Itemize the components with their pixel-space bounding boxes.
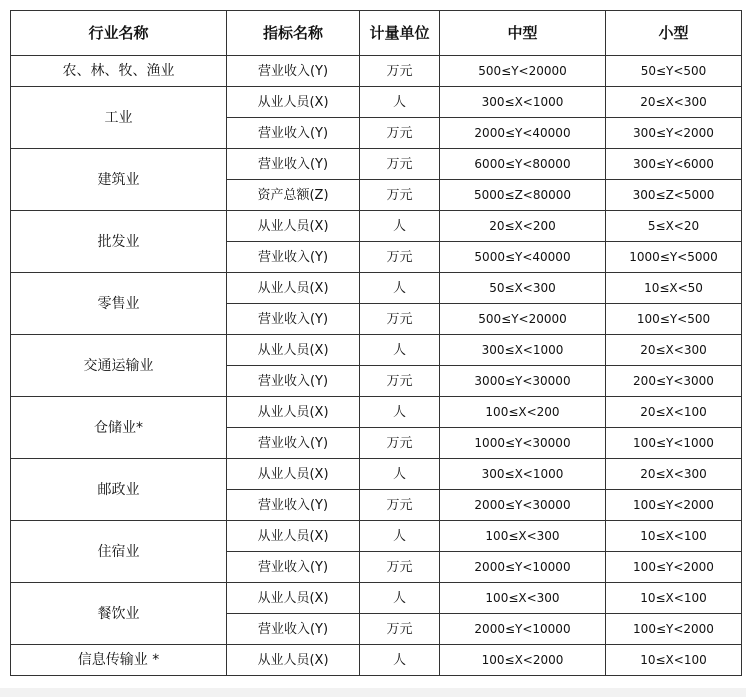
metric-name-cell: 营业收入(Y) [227, 242, 360, 273]
small-threshold-cell: 20≤X<300 [606, 335, 742, 366]
industry-name-cell: 住宿业 [11, 521, 227, 583]
medium-threshold-cell: 20≤X<200 [440, 211, 606, 242]
small-threshold-cell: 200≤Y<3000 [606, 366, 742, 397]
medium-threshold-cell: 5000≤Z<80000 [440, 180, 606, 211]
small-threshold-cell: 100≤Y<500 [606, 304, 742, 335]
table-body [11, 56, 742, 676]
table-row [11, 273, 742, 304]
medium-threshold-cell: 5000≤Y<40000 [440, 242, 606, 273]
metric-name-cell: 从业人员(X) [227, 87, 360, 118]
unit-cell: 万元 [360, 490, 440, 521]
unit-cell: 万元 [360, 180, 440, 211]
small-threshold-cell: 100≤Y<2000 [606, 490, 742, 521]
unit-cell: 万元 [360, 428, 440, 459]
unit-cell: 人 [360, 335, 440, 366]
metric-name-cell: 从业人员(X) [227, 335, 360, 366]
header-metric: 指标名称 [227, 11, 360, 56]
small-threshold-cell: 10≤X<100 [606, 521, 742, 552]
medium-threshold-cell: 500≤Y<20000 [440, 56, 606, 87]
metric-name-cell: 营业收入(Y) [227, 149, 360, 180]
industry-name-cell: 批发业 [11, 211, 227, 273]
medium-threshold-cell: 100≤X<300 [440, 583, 606, 614]
industry-name-cell: 信息传输业 * [11, 645, 227, 676]
medium-threshold-cell: 2000≤Y<40000 [440, 118, 606, 149]
small-threshold-cell: 10≤X<50 [606, 273, 742, 304]
small-threshold-cell: 20≤X<100 [606, 397, 742, 428]
unit-cell: 人 [360, 273, 440, 304]
industry-name-cell: 工业 [11, 87, 227, 149]
medium-threshold-cell: 2000≤Y<10000 [440, 614, 606, 645]
small-threshold-cell: 100≤Y<1000 [606, 428, 742, 459]
metric-name-cell: 从业人员(X) [227, 273, 360, 304]
medium-threshold-cell: 50≤X<300 [440, 273, 606, 304]
metric-name-cell: 从业人员(X) [227, 459, 360, 490]
header-small: 小型 [606, 11, 742, 56]
metric-name-cell: 营业收入(Y) [227, 304, 360, 335]
medium-threshold-cell: 3000≤Y<30000 [440, 366, 606, 397]
small-threshold-cell: 300≤Y<2000 [606, 118, 742, 149]
table-row [11, 583, 742, 614]
metric-name-cell: 营业收入(Y) [227, 490, 360, 521]
small-threshold-cell: 100≤Y<2000 [606, 552, 742, 583]
unit-cell: 人 [360, 397, 440, 428]
industry-name-cell: 邮政业 [11, 459, 227, 521]
unit-cell: 万元 [360, 366, 440, 397]
industry-name-cell: 农、林、牧、渔业 [11, 56, 227, 87]
medium-threshold-cell: 300≤X<1000 [440, 459, 606, 490]
small-threshold-cell: 5≤X<20 [606, 211, 742, 242]
industry-name-cell: 交通运输业 [11, 335, 227, 397]
table-row [11, 87, 742, 118]
unit-cell: 人 [360, 645, 440, 676]
medium-threshold-cell: 500≤Y<20000 [440, 304, 606, 335]
small-threshold-cell: 100≤Y<2000 [606, 614, 742, 645]
unit-cell: 人 [360, 87, 440, 118]
small-threshold-cell: 10≤X<100 [606, 645, 742, 676]
medium-threshold-cell: 6000≤Y<80000 [440, 149, 606, 180]
table-row [11, 645, 742, 676]
bottom-background-strip [0, 688, 746, 697]
medium-threshold-cell: 300≤X<1000 [440, 87, 606, 118]
medium-threshold-cell: 100≤X<200 [440, 397, 606, 428]
metric-name-cell: 从业人员(X) [227, 521, 360, 552]
unit-cell: 人 [360, 583, 440, 614]
medium-threshold-cell: 1000≤Y<30000 [440, 428, 606, 459]
unit-cell: 万元 [360, 242, 440, 273]
unit-cell: 万元 [360, 118, 440, 149]
table-row [11, 149, 742, 180]
metric-name-cell: 从业人员(X) [227, 645, 360, 676]
small-threshold-cell: 20≤X<300 [606, 459, 742, 490]
enterprise-size-table [10, 10, 742, 676]
unit-cell: 万元 [360, 304, 440, 335]
metric-name-cell: 营业收入(Y) [227, 56, 360, 87]
small-threshold-cell: 300≤Z<5000 [606, 180, 742, 211]
table-row [11, 459, 742, 490]
metric-name-cell: 从业人员(X) [227, 211, 360, 242]
table-row [11, 521, 742, 552]
medium-threshold-cell: 2000≤Y<10000 [440, 552, 606, 583]
metric-name-cell: 营业收入(Y) [227, 552, 360, 583]
table-row [11, 397, 742, 428]
medium-threshold-cell: 100≤X<2000 [440, 645, 606, 676]
metric-name-cell: 营业收入(Y) [227, 428, 360, 459]
small-threshold-cell: 20≤X<300 [606, 87, 742, 118]
table-row [11, 56, 742, 87]
small-threshold-cell: 10≤X<100 [606, 583, 742, 614]
unit-cell: 万元 [360, 149, 440, 180]
table-row [11, 211, 742, 242]
small-threshold-cell: 1000≤Y<5000 [606, 242, 742, 273]
header-row [11, 11, 742, 56]
small-threshold-cell: 50≤Y<500 [606, 56, 742, 87]
header-unit: 计量单位 [360, 11, 440, 56]
header-industry: 行业名称 [11, 11, 227, 56]
industry-name-cell: 仓储业* [11, 397, 227, 459]
unit-cell: 万元 [360, 56, 440, 87]
metric-name-cell: 营业收入(Y) [227, 614, 360, 645]
small-threshold-cell: 300≤Y<6000 [606, 149, 742, 180]
unit-cell: 人 [360, 211, 440, 242]
classification-table-container [10, 10, 742, 676]
metric-name-cell: 营业收入(Y) [227, 118, 360, 149]
medium-threshold-cell: 100≤X<300 [440, 521, 606, 552]
unit-cell: 万元 [360, 552, 440, 583]
metric-name-cell: 资产总额(Z) [227, 180, 360, 211]
medium-threshold-cell: 300≤X<1000 [440, 335, 606, 366]
metric-name-cell: 从业人员(X) [227, 397, 360, 428]
unit-cell: 万元 [360, 614, 440, 645]
industry-name-cell: 餐饮业 [11, 583, 227, 645]
unit-cell: 人 [360, 459, 440, 490]
table-row [11, 335, 742, 366]
industry-name-cell: 建筑业 [11, 149, 227, 211]
industry-name-cell: 零售业 [11, 273, 227, 335]
medium-threshold-cell: 2000≤Y<30000 [440, 490, 606, 521]
header-medium: 中型 [440, 11, 606, 56]
metric-name-cell: 从业人员(X) [227, 583, 360, 614]
unit-cell: 人 [360, 521, 440, 552]
metric-name-cell: 营业收入(Y) [227, 366, 360, 397]
